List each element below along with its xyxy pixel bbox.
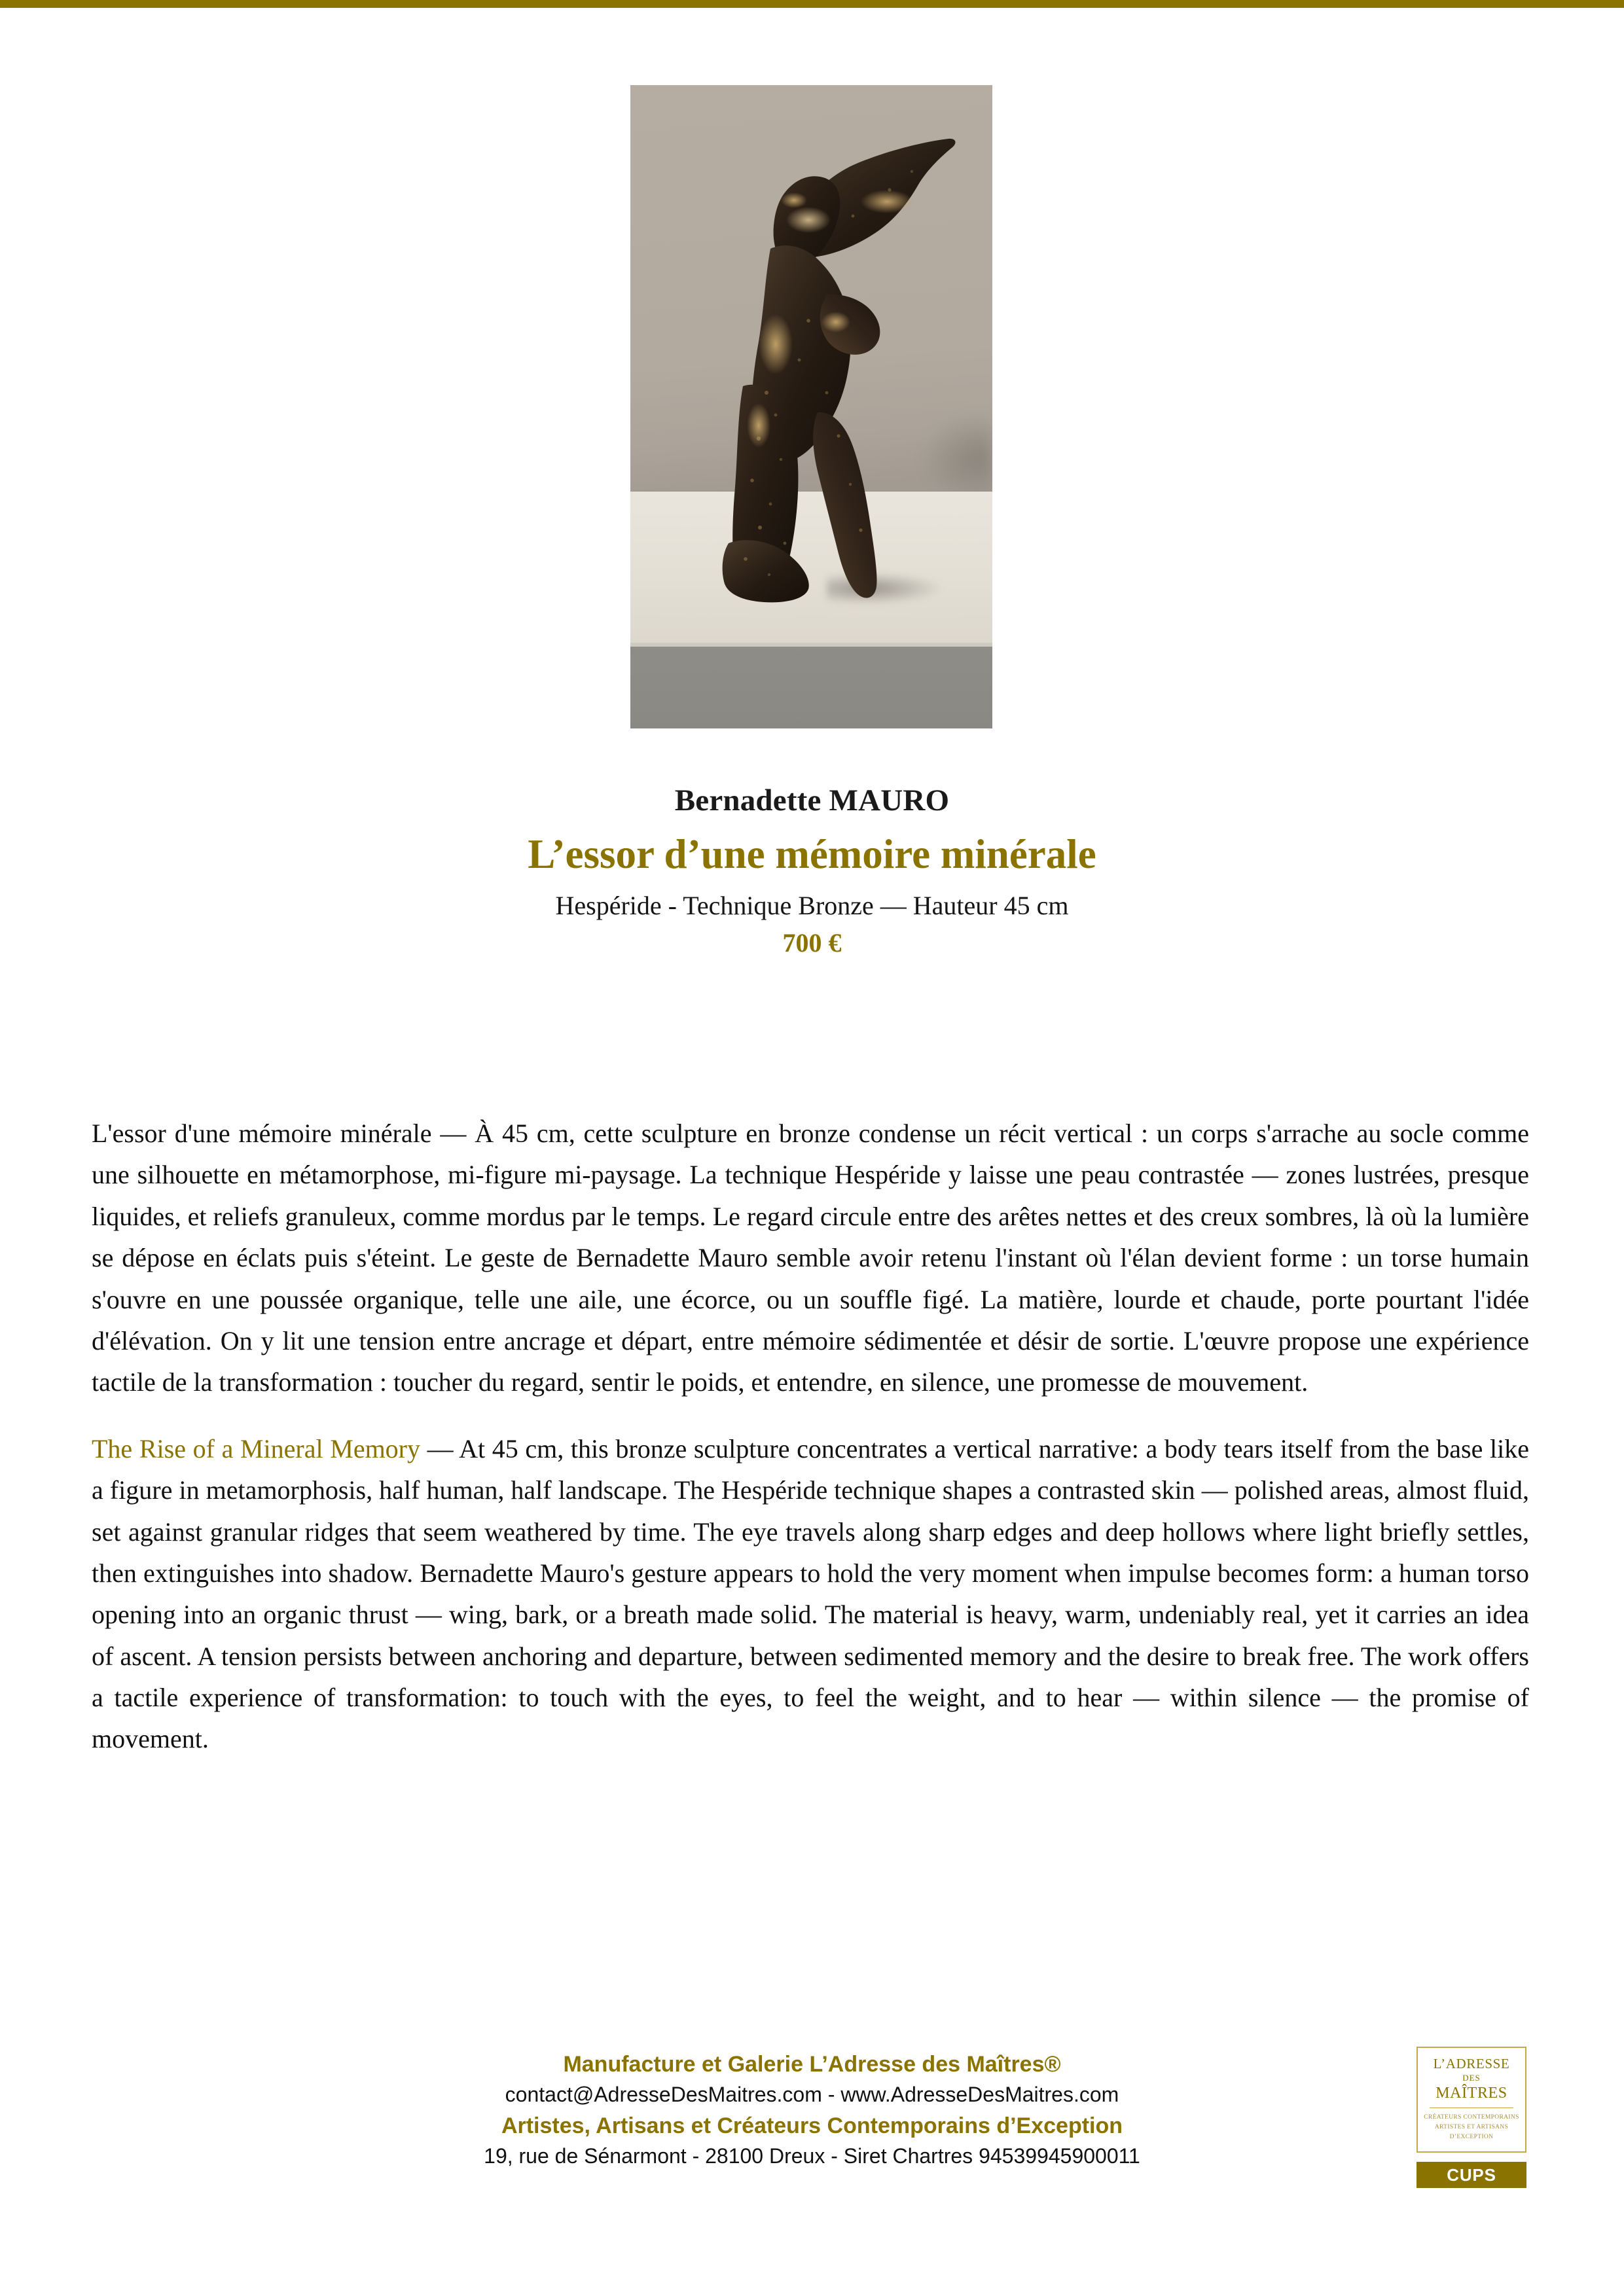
paragraph-french: L'essor d'une mémoire minérale — À 45 cm, cette sculpture en bronze condense un récit vertical : un corps s'arrache au socle comme une silhouette en métamorphose, mi-figure mi-paysage. La technique Hespéride y laisse une peau contrastée — zones lustrées, presque liquides, et reliefs granuleux, comme mordus par le temps. Le regard circule entre des arêtes nettes et des creux sombres, là où la lumière se dépose en éclats puis s'éteint. Le geste de Bernadette Mauro semble avoir retenu l'instant où l'élan devient forme : un torse humain s'ouvre en une poussée organique, telle une aile, une écorce, ou un souffle figé. La matière, lourde et chaude, porte pourtant l'idée d'élévation. On y lit une tension entre ancrage et départ, entre mémoire sédimentée et désir de sortie. L'œuvre propose une expérience tactile de la transformation : toucher du regard, sentir le poids, et entendre, en silence, une promesse de mouvement.: [92, 1119, 1529, 1397]
footer-company-name: Manufacture et Galerie L’Adresse des Maîtres®: [563, 2052, 1061, 2077]
sculpture-highlight-torso: [759, 314, 793, 374]
work-technique-dimensions: Hespéride - Technique Bronze — Hauteur 45 cm: [555, 891, 1069, 921]
logo-subtitle-line-3: D’EXCEPTION: [1449, 2134, 1494, 2141]
top-gold-rule: [0, 0, 1624, 8]
logo-line-adresse: L’ADRESSE: [1433, 2056, 1510, 2072]
sculpture-base-flare: [723, 540, 809, 602]
artist-name: Bernadette MAURO: [674, 783, 950, 817]
sculpture-highlight-crest: [861, 190, 913, 213]
logo-subtitle-line-2: ARTISTES ET ARTISANS: [1434, 2124, 1509, 2131]
sculpture-highlight-brow: [781, 192, 807, 208]
sculpture-highlight-column: [747, 403, 770, 448]
cups-badge-label: CUPS: [1447, 2164, 1496, 2185]
english-body-text: — At 45 cm, this bronze sculpture concentrates a vertical narrative: a body tears itself from the base like a figure in metamorphosis, half human, half landscape. The Hespéride technique shapes a contrasted skin — polished areas, almost fluid, set against granular ridges that seem weathered by time. The eye travels along sharp edges and deep hollows where light briefly settles, then extinguishes into shadow. Bernadette Mauro's gesture appears to hold the very moment when impulse becomes form: a human torso opening into an organic thrust — wing, bark, or a breath made solid. The material is heavy, warm, undeniably real, yet it carries an idea of ascent. A tension persists between anchoring and departure, between sedimented memory and the desire to break free. The work offers a tactile experience of transformation: to touch with the eyes, to feel the weight, and to hear — within silence — the promise of movement.: [92, 1433, 1530, 1754]
footer-contact[interactable]: contact@AdresseDesMaitres.com - www.AdresseDesMaitres.com: [505, 2083, 1119, 2107]
work-title: L’essor d’une mémoire minérale: [528, 831, 1096, 878]
sculpture-right-leg: [813, 412, 876, 598]
logo-subtitle: [1424, 2113, 1519, 2143]
logo-line-maitres: MAÎTRES: [1435, 2084, 1507, 2102]
cups-badge: [1416, 2162, 1526, 2188]
work-price: 700 €: [782, 928, 842, 958]
bronze-sculpture: [630, 85, 992, 728]
description-body: [92, 1113, 1529, 1760]
artwork-photo: [630, 85, 992, 728]
sculpture-highlight-arm: [821, 312, 850, 332]
sculpture-highlight-head: [786, 207, 831, 233]
paragraph-english: [92, 1428, 1529, 1760]
english-lead-title: The Rise of a Mineral Memory: [92, 1433, 421, 1463]
logo-subtitle-line-1: CRÉATEURS CONTEMPORAINS: [1424, 2113, 1519, 2121]
footer-address: 19, rue de Sénarmont - 28100 Dreux - Siret Chartres 94539945900011: [484, 2144, 1140, 2168]
brand-logo-block: [1416, 2047, 1534, 2188]
footer-tagline: Artistes, Artisans et Créateurs Contemporains d’Exception: [501, 2113, 1123, 2138]
logo-line-des: DES: [1462, 2073, 1481, 2083]
artwork-caption: [0, 783, 1624, 960]
footer-text-block: [0, 2049, 1624, 2171]
logo-card: [1416, 2047, 1526, 2153]
